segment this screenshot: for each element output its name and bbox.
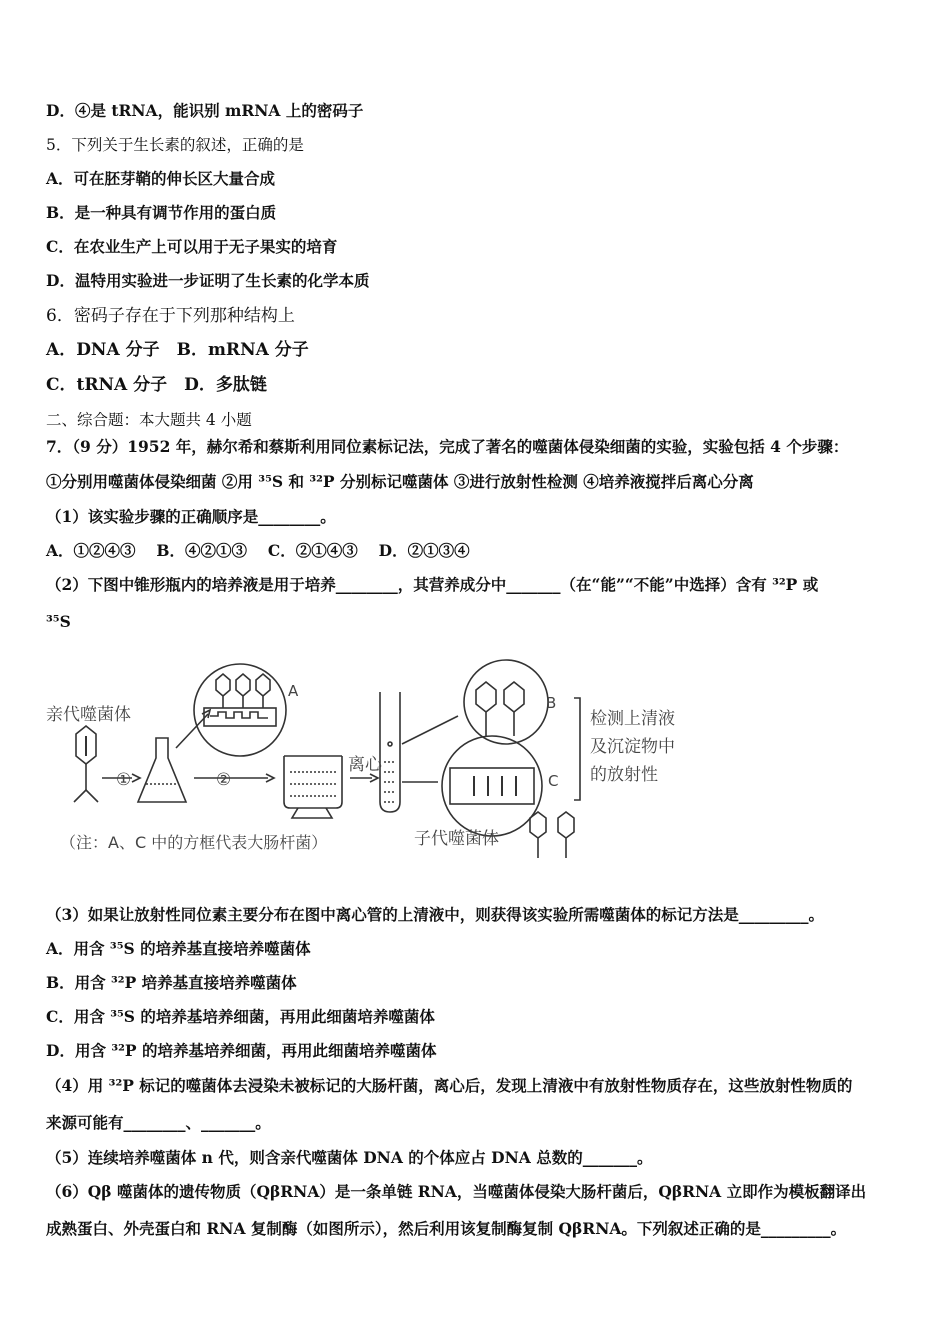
label-a: A [288,682,299,700]
q7-part-6: （6）Qβ 噬菌体的遗传物质（QβRNA）是一条单链 RNA，当噬菌体侵染大肠杆菌后，QβRNA 立即作为模板翻译出 [46,1182,867,1201]
circle-a-icon [194,664,286,756]
figure-note: （注：A、C 中的方框代表大肠杆菌） [60,833,328,852]
label-c: C [548,772,559,790]
q5-option-c: C．在农业生产上可以用于无子果实的培育 [46,237,338,256]
offspring-label: 子代噬菌体 [414,829,499,849]
phage-on-bacteria-icon [216,674,270,708]
parent-phage-label: 亲代噬菌体 [46,705,131,725]
q7-part-6-cont: 成熟蛋白、外壳蛋白和 RNA 复制酶（如图所示），然后利用该复制酶复制 QβRNA。下列叙述正确的是_________。 [46,1219,847,1238]
q5-option-a: A．可在胚芽鞘的伸长区大量合成 [46,169,276,188]
bacteria-box-c-icon [450,768,534,804]
q7-part-1: （1）该实验步骤的正确顺序是________。 [46,507,336,526]
q7-part-4-cont: 来源可能有________、_______。 [46,1113,271,1132]
q7-part-3-option-a: A．用含 ³⁵S 的培养基直接培养噬菌体 [46,939,311,958]
q7-part-2: （2）下图中锥形瓶内的培养液是用于培养________，其营养成分中_______（在“能”“不能”中选择）含有 ³²P 或 [46,575,819,594]
beaker-icon [284,756,342,818]
question-7-stem: 7．（9 分）1952 年，赫尔希和蔡斯利用同位素标记法，完成了著名的噬菌体侵染细菌的实验，实验包括 4 个步骤： [46,437,849,456]
option-d-trna: D．④是 tRNA，能识别 mRNA 上的密码子 [46,101,364,120]
q6-options-cd: C．tRNA 分子 D．多肽链 [46,375,267,395]
step-2-label: ② [216,770,232,790]
parent-phage-icon [74,726,98,802]
question-5-stem: 5．下列关于生长素的叙述，正确的是 [46,136,304,154]
detect-line-2: 及沉淀物中 [590,737,675,757]
conical-flask-icon [138,738,186,802]
q7-part-3-option-b: B．用含 ³²P 培养基直接培养噬菌体 [46,973,297,992]
circle-c-icon [442,736,542,836]
empty-phage-coat-icon [476,682,524,736]
detect-line-3: 的放射性 [590,765,658,785]
centrifuge-label: 离心 [348,755,382,775]
centrifuge-tube-icon [380,692,400,812]
offspring-phage-icon [530,812,574,858]
q7-part-1-options: A．①②④③ B．④②①③ C．②①④③ D．②①③④ [46,541,470,560]
q6-options-ab: A．DNA 分子 B．mRNA 分子 [46,340,309,360]
q7-part-3-option-d: D．用含 ³²P 的培养基培养细菌，再用此细菌培养噬菌体 [46,1041,437,1060]
q5-option-b: B．是一种具有调节作用的蛋白质 [46,203,277,222]
q7-steps: ①分别用噬菌体侵染细菌 ②用 ³⁵S 和 ³²P 分别标记噬菌体 ③进行放射性检测 ④培养液搅拌后离心分离 [46,472,754,491]
q7-part-3-option-c: C．用含 ³⁵S 的培养基培养细菌，再用此细菌培养噬菌体 [46,1007,435,1026]
question-6-stem: 6．密码子存在于下列那种结构上 [46,306,295,326]
q7-part-3: （3）如果让放射性同位素主要分布在图中离心管的上清液中，则获得该实验所需噬菌体的标记方法是_________。 [46,905,825,924]
detect-line-1: 检测上清液 [590,709,675,729]
label-b: B [546,694,557,712]
q7-part-4: （4）用 ³²P 标记的噬菌体去浸染未被标记的大肠杆菌，离心后，发现上清液中有放射性物质存在，这些放射性物质的 [46,1076,853,1095]
bacteria-box-a-icon [204,708,276,726]
bracket-icon [574,698,580,800]
q5-option-d: D．温特用实验进一步证明了生长素的化学本质 [46,271,370,290]
step-1-label: ① [116,770,132,790]
section-heading: 二、综合题：本大题共 4 小题 [46,411,252,429]
q7-part-2-cont: ³⁵S [46,612,71,631]
phage-experiment-diagram [40,652,720,872]
q7-part-5: （5）连续培养噬菌体 n 代，则含亲代噬菌体 DNA 的个体应占 DNA 总数的_______。 [46,1148,653,1167]
